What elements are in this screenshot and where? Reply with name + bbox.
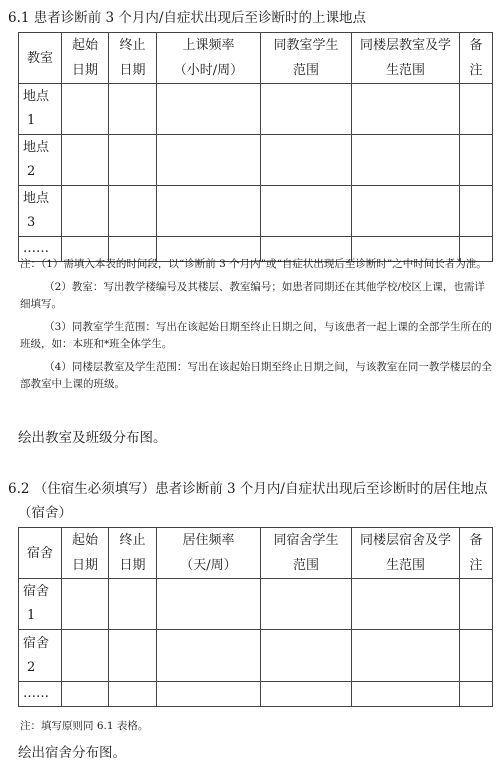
table-row xyxy=(19,186,493,237)
column-header-line: 同宿舍学生 xyxy=(273,533,339,548)
column-header xyxy=(109,528,157,579)
column-header xyxy=(157,33,261,84)
row-label-line: 宿舍 xyxy=(23,635,50,651)
column-header-line: 注 xyxy=(469,63,483,78)
blank-entry-cell[interactable] xyxy=(157,135,261,186)
blank-entry-cell[interactable] xyxy=(157,682,261,707)
note-4: （4）同楼层教室及学生范围：写出在该起始日期至终止日期之间，与该教室在同一教学楼层的全部教室中上课的班级。 xyxy=(20,361,492,390)
blank-entry-cell[interactable] xyxy=(460,135,493,186)
blank-entry-cell[interactable] xyxy=(352,579,460,630)
column-header-line: 宿舍 xyxy=(26,545,53,561)
blank-entry-cell[interactable] xyxy=(261,682,352,707)
column-header-line: 起始 xyxy=(71,38,98,53)
blank-entry-cell[interactable] xyxy=(109,135,157,186)
row-label-location xyxy=(19,84,62,135)
note-1: 注：（1）需填入本表的时间段，以“诊断前 3 个月内”或“自症状出现后至诊断时”之中时间长者为准。 xyxy=(20,258,487,270)
row-label-dormitory xyxy=(19,579,62,630)
column-header-line: 教室 xyxy=(26,50,53,66)
blank-entry-cell[interactable] xyxy=(109,579,157,630)
column-header-line: （天/周） xyxy=(180,558,237,573)
blank-entry-cell[interactable] xyxy=(352,135,460,186)
column-header-line: 日期 xyxy=(71,558,98,573)
row-label-line: 1 xyxy=(27,608,36,623)
note-3: （3）同教室学生范围：写出在该起始日期至终止日期之间，与该患者一起上课的全部学生所在的班级，如：本班和*班全体学生。 xyxy=(20,321,492,350)
row-label-line: 地点 xyxy=(23,140,50,155)
dormitory-table xyxy=(18,527,493,707)
column-header xyxy=(460,33,493,84)
blank-entry-cell[interactable] xyxy=(157,579,261,630)
blank-entry-cell[interactable] xyxy=(109,186,157,237)
table-row xyxy=(19,135,493,186)
column-header-line: （小时/周） xyxy=(173,63,244,78)
column-header xyxy=(19,528,62,579)
classroom-table xyxy=(18,32,493,262)
blank-entry-cell[interactable] xyxy=(460,84,493,135)
blank-entry-cell[interactable] xyxy=(62,579,109,630)
column-header-line: 上课频率 xyxy=(182,38,235,53)
column-header-line: 同楼层教室及学 xyxy=(359,38,451,53)
row-label-line: 地点 xyxy=(23,89,50,104)
table-header-row xyxy=(19,528,493,579)
column-header-line: 日期 xyxy=(119,558,146,573)
blank-entry-cell[interactable] xyxy=(62,630,109,682)
column-header-line: 起始 xyxy=(71,533,98,548)
note-2: （2）教室：写出教学楼编号及其楼层、教室编号；如患者同期还在其他学校/校区上课，也需详细填写。 xyxy=(20,281,485,310)
section-6-1-notes xyxy=(20,256,492,399)
blank-entry-cell[interactable] xyxy=(157,630,261,682)
column-header xyxy=(19,33,62,84)
section-6-1-title: 6.1 患者诊断前 3 个月内/自症状出现后至诊断时的上课地点 xyxy=(8,10,366,26)
column-header xyxy=(109,33,157,84)
blank-entry-cell[interactable] xyxy=(157,84,261,135)
row-label-line: …… xyxy=(23,686,49,701)
row-label-dormitory xyxy=(19,630,62,682)
section-6-2-note: 注：填写原则同 6.1 表格。 xyxy=(20,720,149,732)
blank-entry-cell[interactable] xyxy=(109,84,157,135)
blank-entry-cell[interactable] xyxy=(460,579,493,630)
column-header-line: 终止 xyxy=(119,38,146,53)
column-header-line: 注 xyxy=(469,558,483,573)
blank-entry-cell[interactable] xyxy=(352,630,460,682)
blank-entry-cell[interactable] xyxy=(157,186,261,237)
column-header xyxy=(62,528,109,579)
blank-entry-cell[interactable] xyxy=(352,84,460,135)
draw-dormitory-map-instruction: 绘出宿舍分布图。 xyxy=(18,745,126,761)
section-6-2-title-cont: （宿舍） xyxy=(18,505,72,521)
row-label-line: 宿舍 xyxy=(23,584,50,599)
column-header-line: 备 xyxy=(469,533,483,548)
row-label-line: 地点 xyxy=(23,191,50,206)
blank-entry-cell[interactable] xyxy=(109,630,157,682)
column-header-line: 范围 xyxy=(292,558,319,573)
column-header xyxy=(460,528,493,579)
row-label-location xyxy=(19,135,62,186)
column-header-line: 生范围 xyxy=(385,558,425,573)
table-row xyxy=(19,682,493,707)
blank-entry-cell[interactable] xyxy=(62,186,109,237)
column-header xyxy=(157,528,261,579)
column-header xyxy=(261,528,352,579)
column-header-line: 日期 xyxy=(71,63,98,78)
column-header xyxy=(352,528,460,579)
blank-entry-cell[interactable] xyxy=(460,630,493,682)
row-label-location xyxy=(19,186,62,237)
table-row xyxy=(19,84,493,135)
column-header-line: 范围 xyxy=(292,63,319,78)
blank-entry-cell[interactable] xyxy=(261,84,352,135)
row-label-line: …… xyxy=(23,241,49,256)
column-header-line: 备 xyxy=(469,38,483,53)
column-header xyxy=(62,33,109,84)
blank-entry-cell[interactable] xyxy=(109,682,157,707)
row-label-line: 2 xyxy=(27,659,36,675)
draw-classroom-map-instruction: 绘出教室及班级分布图。 xyxy=(18,430,167,446)
column-header xyxy=(352,33,460,84)
column-header-line: 终止 xyxy=(119,533,146,548)
column-header-line: 居住频率 xyxy=(182,533,235,548)
blank-entry-cell[interactable] xyxy=(460,682,493,707)
blank-entry-cell[interactable] xyxy=(261,579,352,630)
blank-entry-cell[interactable] xyxy=(261,135,352,186)
row-label-line: 2 xyxy=(27,164,36,179)
row-label-line: 3 xyxy=(27,215,36,230)
row-label-ellipsis xyxy=(19,682,62,707)
blank-entry-cell[interactable] xyxy=(62,84,109,135)
row-label-line: 1 xyxy=(27,113,36,128)
blank-entry-cell[interactable] xyxy=(352,682,460,707)
table-row xyxy=(19,630,493,682)
column-header-line: 同楼层宿舍及学 xyxy=(359,533,451,548)
blank-entry-cell[interactable] xyxy=(261,630,352,682)
section-6-2-title: 6.2 （住宿生必须填写）患者诊断前 3 个月内/自症状出现后至诊断时的居住地点 xyxy=(8,481,488,497)
column-header-line: 同教室学生 xyxy=(273,38,339,53)
blank-entry-cell[interactable] xyxy=(261,186,352,237)
column-header xyxy=(261,33,352,84)
blank-entry-cell[interactable] xyxy=(352,186,460,237)
blank-entry-cell[interactable] xyxy=(62,135,109,186)
table-header-row xyxy=(19,33,493,84)
column-header-line: 生范围 xyxy=(385,63,425,78)
table-row xyxy=(19,579,493,630)
blank-entry-cell[interactable] xyxy=(62,682,109,707)
blank-entry-cell[interactable] xyxy=(460,186,493,237)
column-header-line: 日期 xyxy=(119,63,146,78)
